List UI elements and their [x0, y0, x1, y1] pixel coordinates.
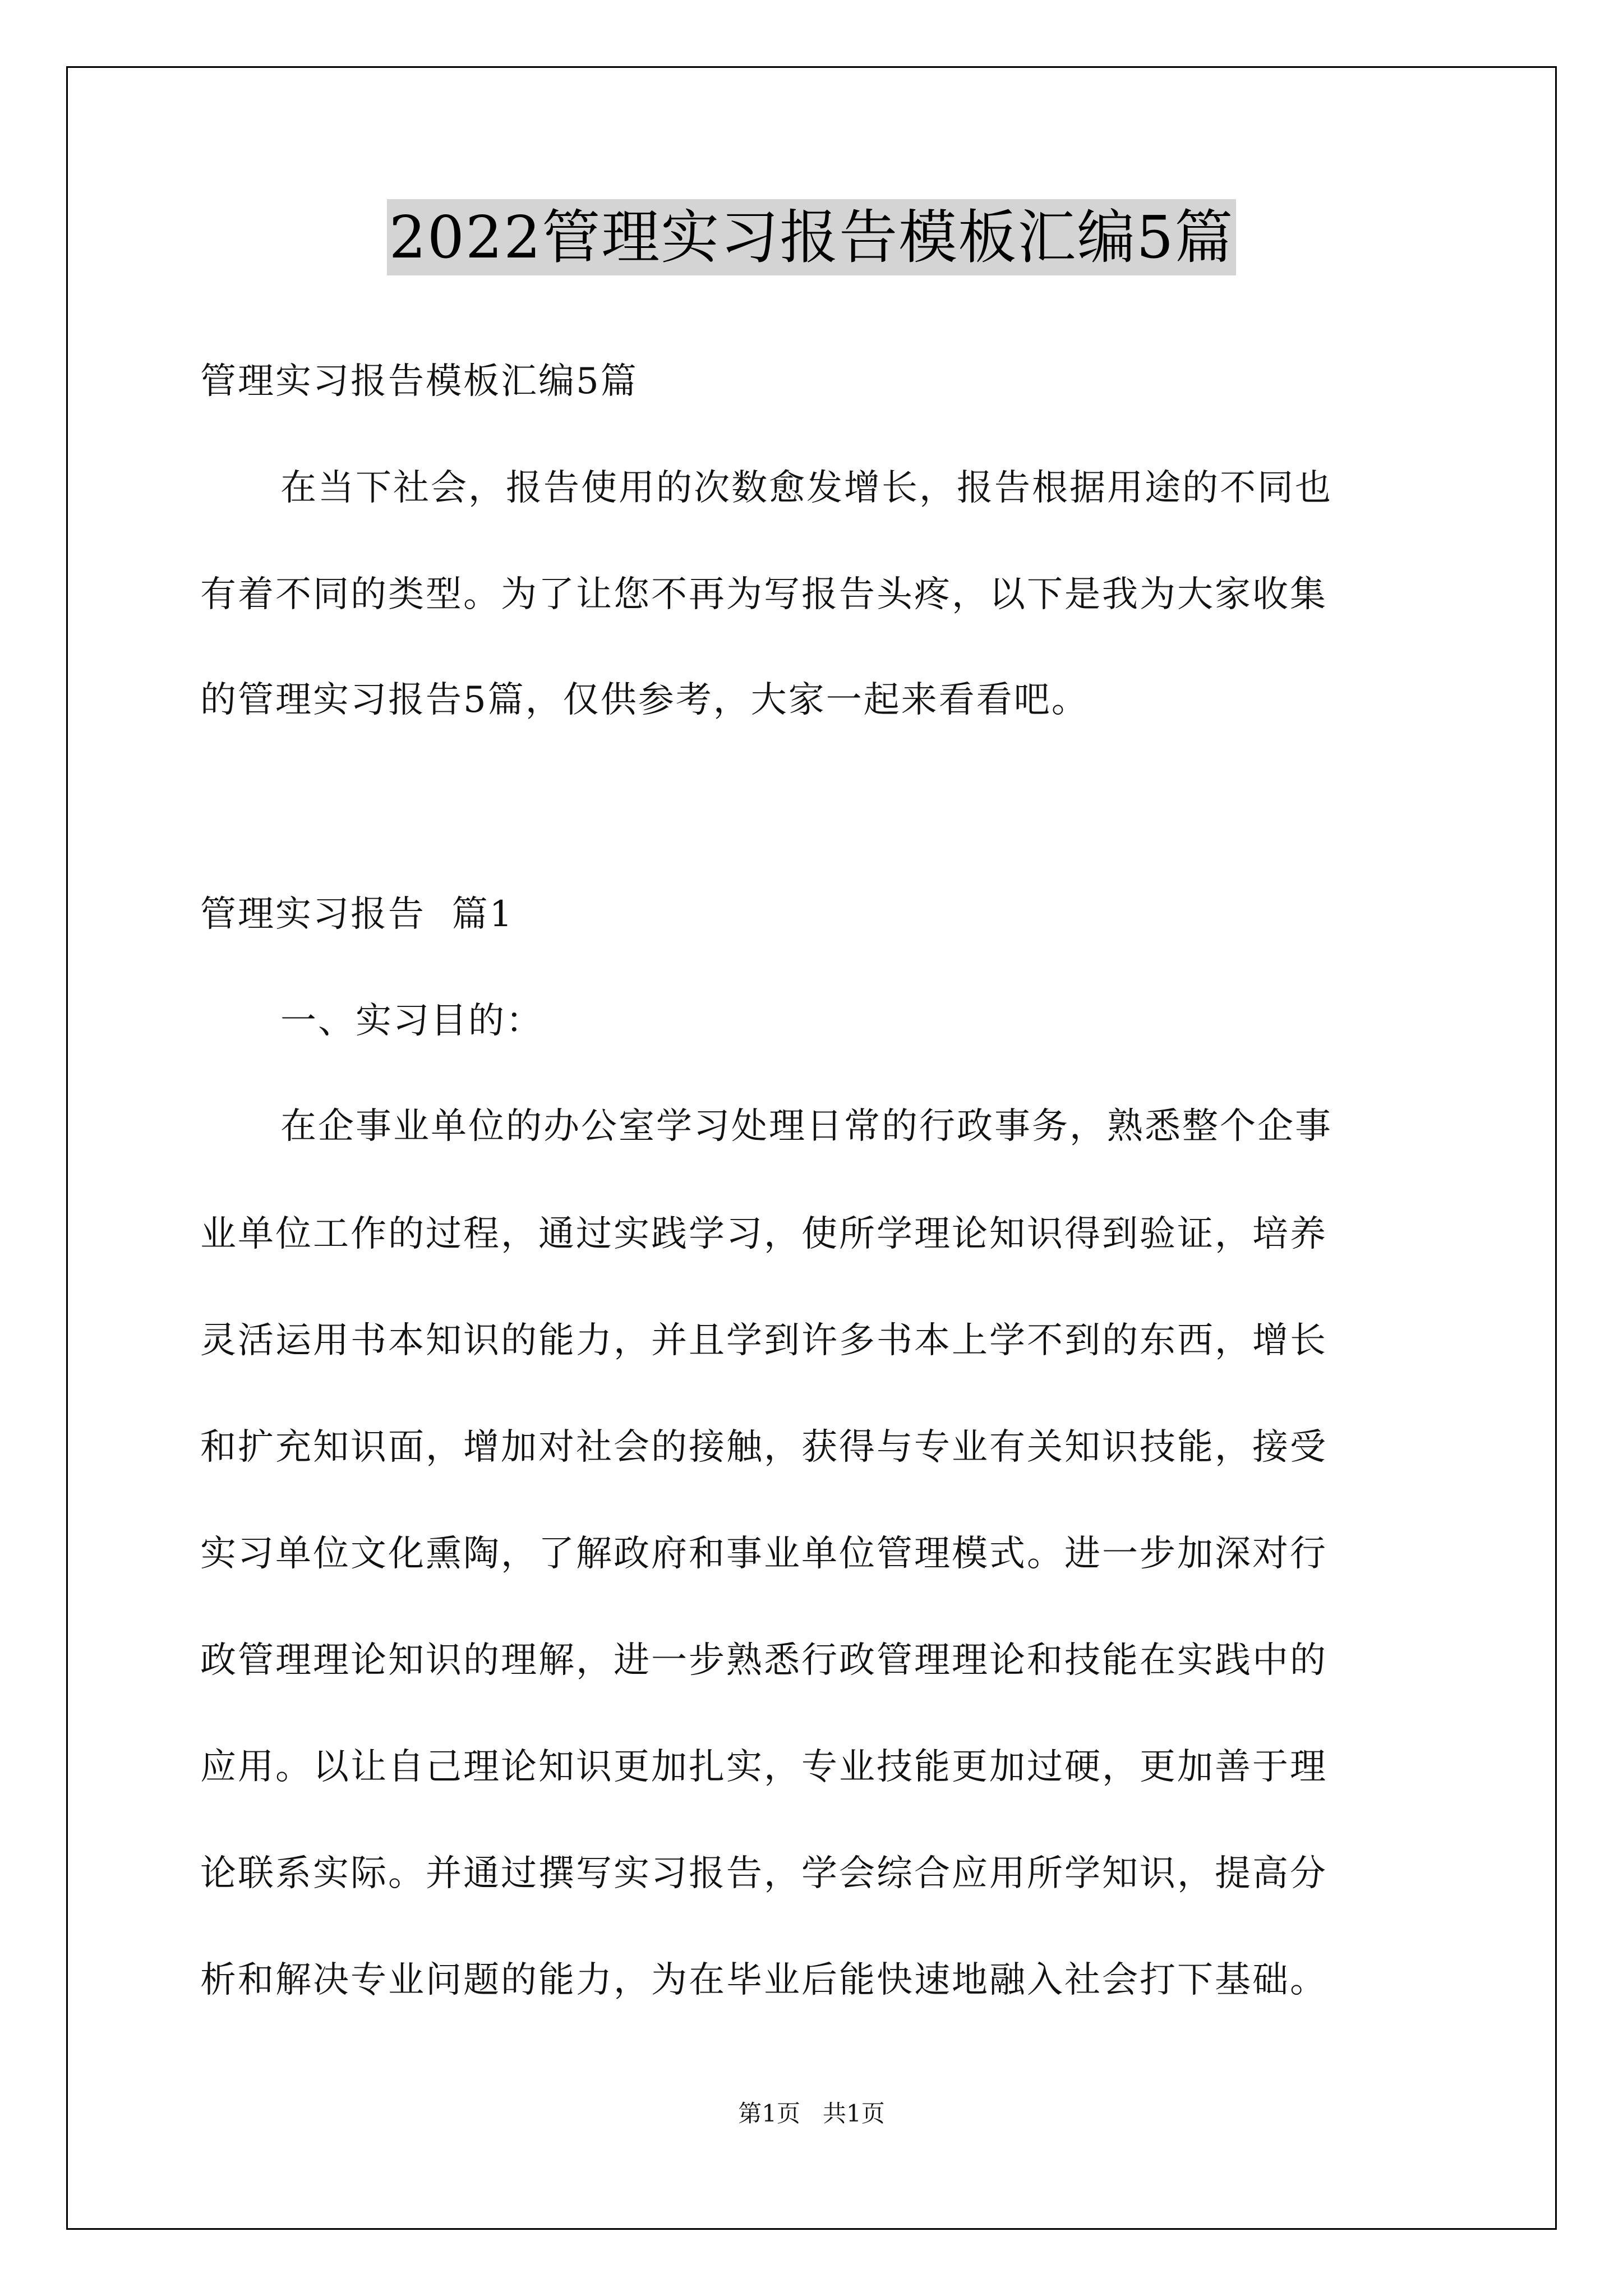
- intro-line-2: 有着不同的类型。为了让您不再为写报告头疼，以下是我为大家收集: [200, 574, 1327, 615]
- document-subtitle: 管理实习报告模板汇编5篇: [200, 361, 638, 402]
- body-line-4: 和扩充知识面，增加对社会的接触，获得与专业有关知识技能，接受: [200, 1427, 1327, 1468]
- title-container: [0, 199, 1623, 275]
- document-title: 2022管理实习报告模板汇编5篇: [387, 199, 1237, 275]
- body-line-3: 灵活运用书本知识的能力，并且学到许多书本上学不到的东西，增长: [200, 1320, 1327, 1361]
- body-line-5: 实习单位文化熏陶，了解政府和事业单位管理模式。进一步加深对行: [200, 1533, 1327, 1575]
- sub-heading: 一、实习目的：: [280, 1000, 543, 1042]
- body-line-6: 政管理理论知识的理解，进一步熟悉行政管理理论和技能在实践中的: [200, 1640, 1327, 1681]
- page-footer: 第1页 共1页: [738, 2100, 885, 2127]
- body-line-7: 应用。以让自己理论知识更加扎实，专业技能更加过硬，更加善于理: [200, 1746, 1327, 1788]
- body-line-2: 业单位工作的过程，通过实践学习，使所学理论知识得到验证，培养: [200, 1213, 1327, 1255]
- body-line-9: 析和解决专业问题的能力，为在毕业后能快速地融入社会打下基础。: [200, 1959, 1327, 2001]
- intro-line-3: 的管理实习报告5篇，仅供参考，大家一起来看看吧。: [200, 679, 1089, 721]
- intro-line-1: 在当下社会，报告使用的次数愈发增长，报告根据用途的不同也: [280, 467, 1332, 509]
- section-heading: 管理实习报告 篇1: [200, 894, 514, 935]
- body-line-1: 在企事业单位的办公室学习处理日常的行政事务，熟悉整个企事: [280, 1106, 1332, 1147]
- body-line-8: 论联系实际。并通过撰写实习报告，学会综合应用所学知识，提高分: [200, 1853, 1327, 1894]
